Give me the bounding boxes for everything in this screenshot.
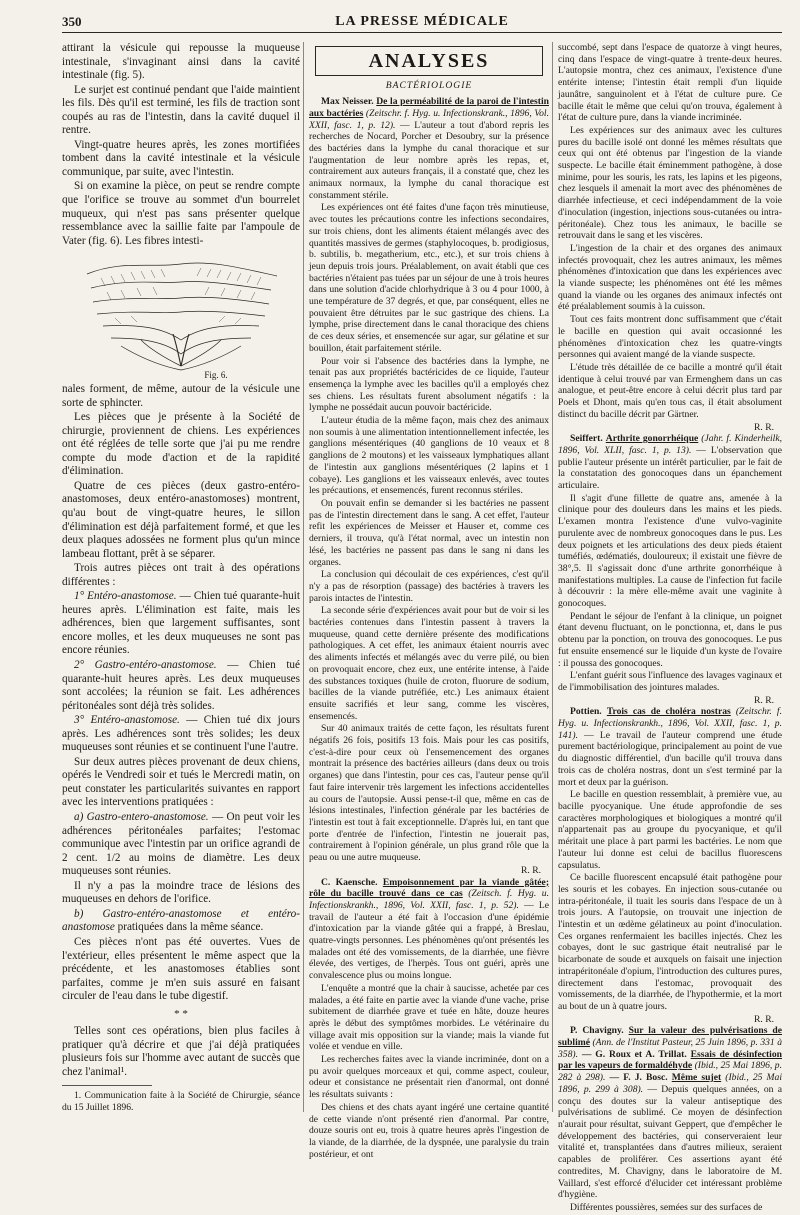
- article-citation: (Zeitsch. f. Hyg. u. Infectionskrankh., 1896, Vol. XXII, fasc. 1, p. 52).: [309, 888, 549, 911]
- footnote: 1. Communication faite à la Société de Chirurgie, séance du 15 Juillet 1896.: [62, 1090, 300, 1113]
- paragraph: nales forment, de même, autour de la vésicule une sorte de sphincter.: [62, 383, 300, 409]
- article-author: Max Neisser.: [321, 96, 374, 108]
- paragraph: [62, 908, 300, 935]
- article-text: — Le travail de l'auteur a été fait à l'occasion d'une épidémie d'intoxication par la viande gâtée qui a frappé, à Breslau, quatre-vingts personnes. Les phénomènes qu'ont présentés les malades ont été des vomissements, de la diarrhée, une fièvre élevée, des vertiges, de l'herpès. Tous ont guéri, après une convalescence plus ou moins longue.: [309, 899, 549, 982]
- item-text: pratiquées dans la même séance.: [114, 921, 264, 934]
- article-citation: (Ibid., 25 Mai 1896, p. 282 à 298).: [558, 1060, 782, 1084]
- paragraph: Quatre de ces pièces (deux gastro-entéro-anastomoses, deux entéro-anastomoses) montrent, qu'au bout de vingt-quatre heures, le sillon d'élimination est déjà parfaitement formé, et que les deux plaques adossées ne forment plus qu'un mince lambeau flottant, prêt à se séparer.: [62, 479, 300, 560]
- paragraph: Les expériences sur des animaux avec les cultures pures du bacille isolé ont donné les mêmes résultats que ceux qui ont été obtenus par l'ingestion de la viande suspecte. Le bacille était éminemment pathogène, à dose minime, pour les souris, les rats, les lapins et les pigeons, chez lesquels il amenait la mort avec des phénomènes de diarrhée infectieuse, et ceci indépendamment de la voie d'inoculation (ingestion, injections sous-cutanées ou intra-péritonéale). Chez tous les animaux, le bacille se retrouvait dans le sang et les viscères.: [558, 124, 782, 242]
- paragraph: [62, 714, 300, 755]
- paragraph: Sur 40 animaux traités de cette façon, les résultats furent négatifs 26 fois, positifs 13 fois. Mais pour les cas positifs, c'est-à-dire pour ceux où l'ensemencement des organes montrait la présence des bactéries ailleurs (dans deux ou trois organes) que dans l'intestin, pour ces cas, l'auteur pense qu'il faut faire intervenir très largement les infections accidentelles au cours de l'autopsie. Aussi pense-t-il que, même en cas de lésions intestinales, l'infection générale par les bactéries de l'intestin est tout à fait exceptionnelle. D'après lui, en tant que porte d'entrée de l'infection, l'intestin ne jouerait pas, contrairement à l'opinion générale, un plus grand rôle que la peau ou une autre muqueuse.: [309, 723, 549, 864]
- paragraph: Les recherches faites avec la viande incriminée, dont on a pu avoir quelques morceaux et qui, comme aspect, couleur, odeur et consistance ne présentait rien d'anormal, ont donné les résultats suivants :: [309, 1054, 549, 1101]
- paragraph: Ces pièces n'ont pas été ouvertes. Vues de l'extérieur, elles présentent le même aspect que la précédente, et les anastomoses établies sont parfaites, comme je m'en suis assuré en faisant circuler de l'eau dans le tube digestif.: [62, 935, 300, 1003]
- article-text: — Depuis quelques années, on a conçu des doutes sur la valeur antiseptique des pulvérisations de sublimé. Ce moyen de désinfection n'aurait pour résultat, suivant Geppert, que d'empêcher le développement des bactéries, qui conserveraient leur vitalité et, transplantées dans d'autres milieux, seraient capables de proliférer. Ces assertions ayant été contredites, M. Chavigny, dans le laboratoire de M. Vaillard, s'est efforcé d'élucider cet intéressant problème d'hygiène.: [558, 1083, 782, 1201]
- anatomical-illustration: [81, 254, 281, 376]
- column-divider: [552, 42, 553, 1112]
- item-label: a) Gastro-entero-anastomose.: [74, 811, 209, 824]
- article-author: C. Kaensche.: [321, 876, 378, 888]
- signature: R. R.: [754, 1013, 774, 1025]
- article-author: — F. J. Bosc.: [605, 1072, 668, 1084]
- section-separator: * *: [174, 1007, 188, 1020]
- paragraph: Trois autres pièces ont trait à des opérations différentes :: [62, 562, 300, 588]
- paragraph: Vingt-quatre heures après, les zones mortifiées tombent dans la cavité intestinale et la vésicule communique, par suite, avec l'intestin.: [62, 138, 300, 178]
- page-header: [62, 8, 782, 33]
- article-citation: (Zeitschr. f. Hyg. u. Infectionskrankh., 1896, Vol. XXII, fasc. 1, p. 141).: [558, 706, 782, 741]
- figure-caption: Fig. 6.: [204, 370, 228, 381]
- paragraph: L'enfant guérit sous l'influence des lavages vaginaux et de l'immobilisation des jointures malades.: [558, 670, 782, 693]
- paragraph: Il s'agit d'une fillette de quatre ans, amenée à la clinique pour des douleurs dans les mains et les pieds. L'examen montra l'existence d'une vulvo-vaginite purulente avec de nombreux gonocoques dans le pus. Les deux poignets et les articulations des deux pieds étaient tuméfiés, œdématiés, douloureux; il existait une fièvre de 38°,5. Il s'agissait donc d'une arthrite gonorrhéique à manifestations multiples. La cause de l'infection fut facile à découvrir : la mère elle-même avait une vaginite à gonocoques.: [558, 492, 782, 610]
- paragraph: La conclusion qui découlait de ces expériences, c'est qu'il n'y a pas de résorption (passage) des bactéries à travers les parois intactes de l'intestin.: [309, 569, 549, 604]
- paragraph: Sur deux autres pièces provenant de deux chiens, opérés le Vendredi soir et tués le Mercredi matin, on peut constater les particularités suivantes en rapport avec les interventions pratiquées :: [62, 755, 300, 809]
- paragraph: Le bacille en question ressemblait, à première vue, au bacille pyocyanique. Une étude approfondie de ses caractères morphologiques et biologiques a montré qu'il n'appartenait pas au groupe du pyocyanique, et qu'il méritait une place à part parmi les bactéries. Le nom que l'auteur lui donne est celui de bacillus fluorescens capsulatus.: [558, 789, 782, 871]
- article-citation: (Zeitschr. f. Hyg. u. Infectionskrank., 1896, Vol. XXII, fasc. 1, p. 12).: [309, 107, 549, 131]
- article-abstract: [558, 1025, 782, 1201]
- signature: R. R.: [754, 421, 774, 433]
- article-title: Arthrite gonorrhéique: [605, 433, 699, 445]
- paragraph: L'ingestion de la chair et des organes des animaux infectés provoquait, chez les autres animaux, les mêmes phénomènes d'intoxication que dans les expériences avec la viande suspecte; les phénomènes ont été les mêmes quand la viande ou les organes des animaux infectés ont été préalablement soumis à la cuisson.: [558, 242, 782, 313]
- article-citation: (Jahr. f. Kinderheilk, 1896, Vol. XLII, fasc. 1, p. 13).: [558, 433, 782, 456]
- paragraph: L'auteur étudia de la même façon, mais chez des animaux non soumis à une alimentation intentionnellement infectée, les ganglions mésentériques (40 ganglions de 10 veaux et 8 ganglions de 2 moutons) et les vaisseaux lymphatiques allant de l'intestin aux ganglions mésentériques (2 lapins et 1 cobaye). Les ganglions et les vaisseaux enlevés, avec toutes les précautions, et ensemencés, furent reconnus stériles.: [309, 415, 549, 497]
- figure-6: [62, 254, 300, 381]
- item-label: 2° Gastro-entéro-anastomose.: [74, 659, 217, 672]
- paragraph: La seconde série d'expériences avait pour but de voir si les bactéries contenues dans l'intestin passent à travers la muqueuse, quand cette dernière présente des modifications pathologiques. A cet effet, les animaux étaient nourris avec des aliments infectés et mélangés avec du verre pilé, ou bien on provoquait encore, chez eux, une entérite intense, à l'aide des substances toxiques (huile de croton, fluorure de sodium, bacilles de la viande putréfiée, etc.) Les animaux étaient ensuite sacrifiés et leur sang, comme les viscères, ensemencés.: [309, 605, 549, 722]
- paragraph: [62, 659, 300, 713]
- article-abstract: [558, 706, 782, 788]
- column-divider: [303, 42, 304, 1112]
- paragraph: On pouvait enfin se demander si les bactéries ne passent pas de l'intestin directement dans le sang. A cet effet, l'auteur refit les expériences de Meisser et Hauser et, comme ces derniers, il trouva, qu'à l'état normal, avec un intestin non lésé, les bactéries ne passent pas dans le sang ni dans les organes.: [309, 498, 549, 568]
- article-title: Empoisonnement par la viande gâtée; rôle du bacille trouvé dans ce cas: [309, 876, 550, 900]
- subsection-label: BACTÉRIOLOGIE: [385, 80, 473, 92]
- article-text: — L'auteur a tout d'abord repris les recherches de Nocard, Porcher et Desoubry, sur la présence des bactéries dans la lymphe du canal thoracique et sur l'augmentation de leur nombre après les repas, et, contrairement aux auteurs français, il a constaté que, chez les animaux normaux, la lymphe du canal thoracique est constamment stérile.: [309, 119, 549, 201]
- article-author: Pottien.: [570, 706, 602, 718]
- article-author: — G. Roux et A. Trillat.: [577, 1048, 687, 1060]
- column-left: [62, 42, 300, 1114]
- item-label: 1° Entéro-anastomose.: [74, 590, 177, 603]
- column-right: [558, 42, 782, 1215]
- paragraph: [62, 811, 300, 879]
- paragraph: succombé, sept dans l'espace de quatorze à vingt heures, cinq dans l'espace de vingt-quatre à trente-deux heures. L'autopsie montra, chez ces animaux, l'existence d'une entérite intense; l'intestin était rempli d'un liquide jaunâtre, sanguinolent et à l'état de culture pure. Ce bacille était le même que celui qu'on trouva, également à l'état de culture pure, dans la viande incriminée.: [558, 42, 782, 124]
- paragraph: Telles sont ces opérations, bien plus faciles à pratiquer qu'à décrire et que j'ai déjà pratiquées plusieurs fois sur l'homme avec autant de succès que chez l'animal¹.: [62, 1024, 300, 1078]
- page-number: 350: [62, 14, 82, 29]
- signature: R. R.: [754, 694, 774, 706]
- article-title: De la perméabilité de la paroi de l'intestin aux bactéries: [309, 96, 549, 119]
- paragraph: Des chiens et des chats ayant ingéré une certaine quantité de cette viande n'ont présenté rien d'anormal. Par contre, douze souris ont eu, trois à quatre heures après l'ingestion de la viande, de la diarrhée, de la dyspnée, une paralysie du train postérieur, et ont: [309, 1101, 549, 1160]
- article-author: P. Chavigny.: [570, 1025, 624, 1037]
- article-citation: (Ann. de l'Institut Pasteur, 25 Juin 1896, p. 331 à 358).: [558, 1037, 782, 1060]
- article-title: Même sujet: [671, 1072, 722, 1084]
- paragraph: Il n'y a pas la moindre trace de lésions des muqueuses en dehors de l'orifice.: [62, 879, 300, 906]
- section-title: ANALYSES: [315, 46, 543, 76]
- article-title: Essais de désinfection par les vapeurs de formaldéhyde: [558, 1048, 782, 1072]
- article-text: — L'observation que publie l'auteur présente un intérêt particulier, par le fait de la constatation des gonocoques dans un épanchement articulaire.: [558, 444, 782, 492]
- item-text: — Chien tué quarante-huit heures après. Les deux muqueuses sont accolées; la réunion se fait. Les adhérences péritonéales sont déjà très solides.: [62, 659, 300, 712]
- paragraph: Si on examine la pièce, on peut se rendre compte que l'orifice se trouve au sommet d'un bourrelet muqueux, qui n'est pas sans présenter quelque ressemblance avec la saillie faite par l'ampoule de Vater (fig. 6). Les fibres intesti-: [62, 180, 300, 247]
- paragraph: Tout ces faits montrent donc suffisamment que c'était le bacille en question qui avait occasionné les phénomènes d'intoxication chez les quatre-vingts personnes qui avaient mangé de la viande suspecte.: [558, 314, 782, 361]
- article-title: Trois cas de choléra nostras: [606, 706, 731, 718]
- item-label: b) Gastro-entéro-anastomose et entéro-anastomose: [62, 907, 300, 934]
- article-text: — Le travail de l'auteur comprend une étude purement bactériologique, principalement au point de vue du diagnostic différentiel, d'un bacille qu'il trouva dans trois cas de choléra nostras, dont un s'est terminé par la mort et deux par la guérison.: [558, 729, 782, 788]
- item-text: — Chien tué dix jours après. Les adhérences sont très solides; les deux muqueuses sont réunies et se continuent l'une l'autre.: [62, 714, 301, 754]
- paragraph: Le surjet est continué pendant que l'aide maintient les fils. Dès qu'il est terminé, les fils de traction sont coupés au ras de l'intestin, dans la cavité duquel il rentre.: [62, 83, 300, 137]
- article-abstract: [558, 433, 782, 492]
- paragraph: [62, 590, 300, 658]
- signature: R. R.: [521, 864, 541, 876]
- article-abstract: [309, 96, 549, 201]
- paragraph: attirant la vésicule qui repousse la muqueuse intestinale, s'invaginant ainsi dans la cavité intestinale (fig. 5).: [62, 42, 300, 82]
- article-abstract: [309, 877, 549, 982]
- item-text: — Chien tué quarante-huit heures après. L'élimination est faite, mais les adhérences, bien que largement suffisantes, sont encore molles, et les deux muqueuses ne sont pas encore réunies.: [62, 590, 300, 657]
- article-citation: (Ibid., 25 Mai 1896, p. 299 à 308).: [558, 1072, 782, 1095]
- paragraph: Pour voir si l'absence des bactéries dans la lymphe, ne tenait pas aux propriétés bactéricides de ce liquide, l'auteur ensemença la lymphe avec les bacilles qu'il a employés chez ses chiens. Les résultats furent absolument négatifs : la lymphe ne possédait aucun pouvoir bactéricide.: [309, 355, 549, 414]
- paragraph: Ce bacille fluorescent encapsulé était pathogène pour les souris et les cobayes. En injection sous-cutanée ou intra-péritonéale, il tuait les souris dans l'espace de un à trois jours. A l'autopsie, on trouvait une injection de l'intestin et un œdème gélatineux au point d'inoculation. Ces organes renfermaient les bacilles injectés. Chez les cobayes, dont le suc gastrique était neutralisé par le bicarbonate de soude et auxquels on faisait une injection intrapéritonéale d'opium, l'introduction des cultures pures, directement dans l'estomac, provoquait des vomissements, de la diarrhée, de l'hypothermie, et la mort au bout de un à quatre jours.: [558, 872, 782, 1012]
- paragraph: Pendant le séjour de l'enfant à la clinique, un poignet étant devenu fluctuant, on le ponctionna, et, dans le pus obtenu par la ponction, on trouva des gonocoques. Le pus fut ensuite ensemencé sur le liquide d'un kyste de l'ovaire : il poussa des gonocoques.: [558, 610, 782, 669]
- article-title: Sur la valeur des pulvérisations de sublimé: [558, 1025, 782, 1049]
- item-text: — On peut voir les adhérences péritonéales parfaites; l'estomac communique avec l'intestin par un orifice agrandi de 2 cent. 1/2 au moins de diamètre. Les deux muqueuses sont réunies.: [62, 811, 300, 878]
- paragraph: Les expériences ont été faites d'une façon très minutieuse, avec toutes les précautions contre les infections secondaires, sur trois chiens, dont les aliments étaient mélangés avec des quantités massives de germes (staphylocoques, b. prodigiosus, b. subtilis, b. megatherium, etc., etc.), et sur trois chiens à jeun depuis trois jours. Préalablement, on avait établi que ces bactéries n'étaient pas tuées par un séjour de une à trois heures dans une solution d'acide chlorhydrique à 3 ou 4 pour 1000, à une température de 37 degrés, et que, par conséquent, elles ne pouvaient être détruites par le suc gastrique des chiens. La lymphe, prise directement dans le canal thoracique des chiens de ces deux séries, et ensemencée sur agar, sur gélatine et sur bouillon, était parfaitement stérile.: [309, 202, 549, 354]
- paragraph: L'étude très détaillée de ce bacille a montré qu'il était identique à celui trouvé par van Ermenghem dans un cas analogue, et peut-être encore à celui décrit plus tard par Poels et Dhont, mais qu'en tous cas, il était absolument distinct du bacille décrit par Gärtner.: [558, 361, 782, 420]
- footnote-divider: [62, 1085, 152, 1086]
- paragraph: L'enquête a montré que la chair à saucisse, achetée par ces malades, a été faite en partie avec la viande d'une vache, prise subitement de diarrhée grave et tuée en hâte, douze heures après le début des symptômes morbides. Le vétérinaire du village avait mis opposition sur la viande; mais la viande fut volée et vendue en ville.: [309, 982, 549, 1053]
- column-middle: [309, 42, 549, 1161]
- paragraph: Les pièces que je présente à la Société de chirurgie, proviennent de chiens. Les expériences ont été réglées de telle sorte que j'ai pu me rendre compte du mode d'action et de la rapidité d'élimination.: [62, 411, 300, 478]
- article-author: Seiffert.: [570, 433, 603, 445]
- item-label: 3° Entéro-anastomose.: [74, 714, 180, 727]
- paragraph: Différentes poussières, semées sur des surfaces de: [570, 1201, 763, 1213]
- journal-title: LA PRESSE MÉDICALE: [335, 14, 509, 29]
